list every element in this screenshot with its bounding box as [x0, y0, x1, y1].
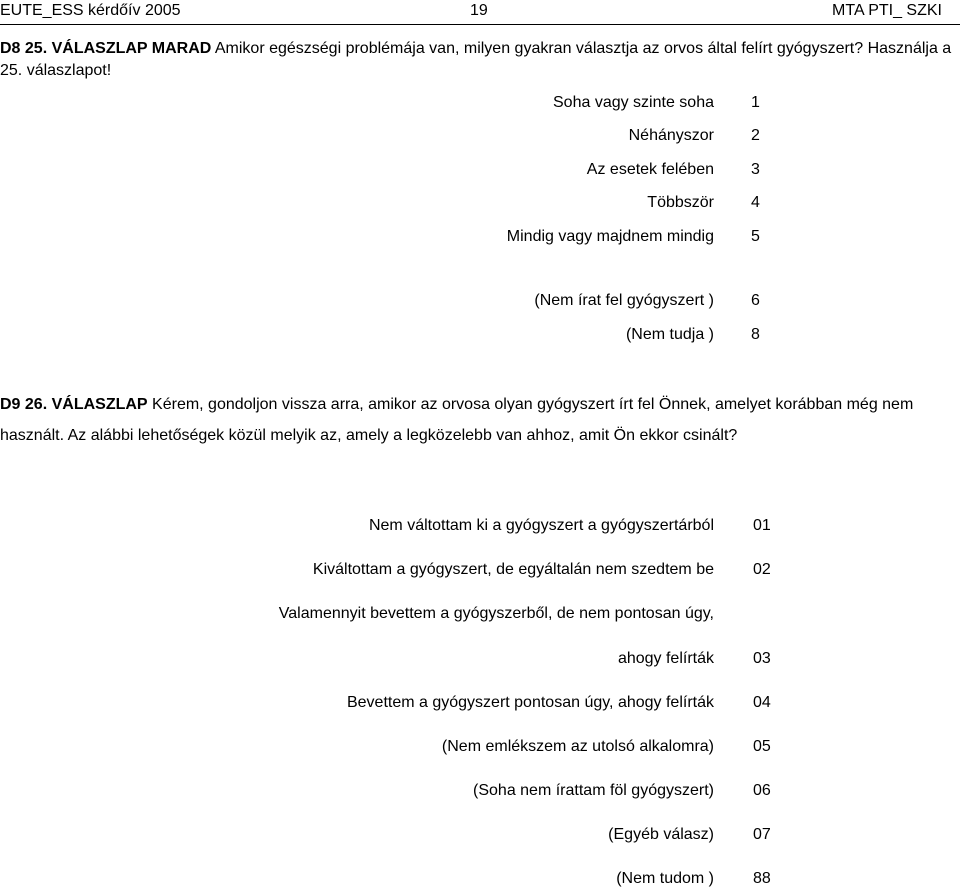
option-row [0, 94, 960, 116]
header-rule [0, 24, 960, 25]
answer-sheet-label: VÁLASZLAP [51, 396, 148, 413]
option-row [0, 228, 960, 250]
option-label: (Egyéb válasz) [608, 826, 714, 843]
option-code: 05 [753, 738, 771, 755]
option-row [0, 870, 960, 892]
option-code: 1 [751, 94, 760, 111]
answer-sheet-label: VÁLASZLAP MARAD [51, 40, 212, 57]
question-text: Kérem, gondoljon vissza arra, amikor az orvosa olyan gyógyszert írt fel Önnek, amelyet korábban még nem használt. Az alábbi lehetőségek közül melyik az, amely a legközelebb van ahhoz, amit Ön ekkor csinált? [0, 396, 914, 444]
option-label: Bevettem a gyógyszert pontosan úgy, ahogy felírták [346, 694, 714, 711]
option-code: 02 [753, 561, 771, 578]
header-page-number: 19 [470, 2, 488, 19]
page-header [0, 0, 960, 25]
question-number: D8 25. [0, 40, 48, 57]
option-label: Néhányszor [628, 127, 714, 144]
option-label: Többször [647, 194, 714, 211]
option-code: 6 [751, 292, 760, 309]
header-right: MTA PTI_ SZKI [832, 2, 942, 19]
option-label: Valamennyit bevettem a gyógyszerből, de nem pontosan úgy, [278, 605, 714, 622]
option-code: 5 [751, 228, 760, 245]
option-label: (Nem tudja ) [625, 326, 714, 343]
question-text: Amikor egészségi problémája van, milyen gyakran választja az orvos által felírt gyógyszert? Használja a 25. válaszlapot! [0, 40, 952, 79]
option-row [0, 161, 960, 183]
option-code: 3 [751, 161, 760, 178]
header-left: EUTE_ESS kérdőív 2005 [0, 2, 181, 19]
option-row [0, 826, 960, 848]
option-label: Mindig vagy majdnem mindig [506, 228, 714, 245]
option-code: 01 [753, 517, 771, 534]
option-label: ahogy felírták [617, 650, 714, 667]
question-d8 [0, 38, 955, 82]
question-number: D9 26. [0, 396, 48, 413]
option-row [0, 194, 960, 216]
option-label: Az esetek felében [586, 161, 714, 178]
option-row [0, 292, 960, 314]
option-code: 8 [751, 326, 760, 343]
option-label: (Nem tudom ) [616, 870, 714, 887]
option-row [0, 650, 960, 672]
option-code: 88 [753, 870, 771, 887]
option-row [0, 782, 960, 804]
option-row [0, 517, 960, 539]
option-code: 2 [751, 127, 760, 144]
option-row [0, 326, 960, 348]
option-code: 07 [753, 826, 771, 843]
option-label: (Soha nem írattam föl gyógyszert) [473, 782, 714, 799]
option-label: (Nem emlékszem az utolsó alkalomra) [441, 738, 714, 755]
option-row [0, 127, 960, 149]
option-code: 04 [753, 694, 771, 711]
option-label: Kiváltottam a gyógyszert, de egyáltalán nem szedtem be [312, 561, 714, 578]
option-row [0, 561, 960, 583]
option-label: (Nem írat fel gyógyszert ) [534, 292, 714, 309]
option-row [0, 738, 960, 760]
option-row [0, 605, 960, 627]
option-row [0, 694, 960, 716]
option-code: 06 [753, 782, 771, 799]
option-label: Nem váltottam ki a gyógyszert a gyógyszertárból [368, 517, 714, 534]
question-d9 [0, 389, 955, 451]
option-code: 4 [751, 194, 760, 211]
option-code: 03 [753, 650, 771, 667]
option-label: Soha vagy szinte soha [553, 94, 714, 111]
